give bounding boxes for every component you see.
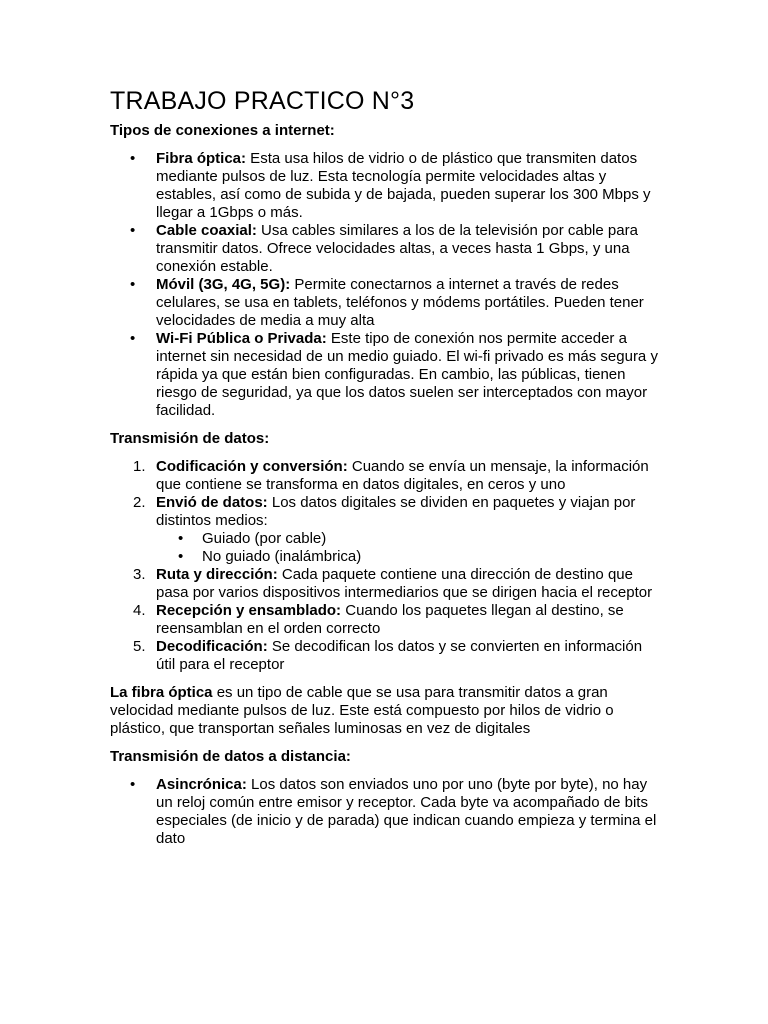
list-item-term: Envió de datos: [156, 494, 268, 511]
list-item [110, 458, 660, 494]
list-item-term: Ruta y dirección: [156, 566, 278, 583]
distance-transmission-list [110, 776, 660, 848]
list-item [110, 276, 660, 330]
list-item-text: Esta usa hilos de vidrio o de plástico que transmiten datos mediante pulsos de luz. Esta tecnología permite velocidades altas y estables, así como de subida y de bajada, pueden superar los 300 Mbps y llegar a 1Gbps o más. [156, 150, 651, 221]
transmission-media-sublist [156, 530, 660, 566]
list-item [110, 638, 660, 674]
sublist-item: • No guiado (inalámbrica) [156, 548, 660, 566]
list-item-number: 3. [133, 566, 146, 583]
list-item-number: 5. [133, 638, 146, 655]
list-item-text: Permite conectarnos a internet a través de redes celulares, se usa en tablets, teléfonos y módems portátiles. Pueden tener velocidades de media a muy alta [156, 276, 644, 329]
list-item-term: Wi-Fi Pública o Privada: [156, 330, 327, 347]
list-item-text: Cuando se envía un mensaje, la información que contiene se transforma en datos digitales, en ceros y uno [156, 458, 649, 493]
list-item-term: Móvil (3G, 4G, 5G): [156, 276, 291, 293]
list-item [110, 222, 660, 276]
list-item-number: 1. [133, 458, 146, 475]
list-item-term: Recepción y ensamblado: [156, 602, 342, 619]
list-item-text: Los datos son enviados uno por uno (byte por byte), no hay un reloj común entre emisor y receptor. Cada byte va acompañado de bits especiales (de inicio y de parada) que indican cuando empieza y termina el dato [156, 776, 657, 847]
list-item-term: Decodificación: [156, 638, 268, 655]
list-item-number: 2. [133, 494, 146, 511]
list-item [110, 330, 660, 420]
list-item [110, 602, 660, 638]
fiber-optic-paragraph [110, 684, 660, 738]
list-item [110, 566, 660, 602]
list-item-text: Cuando los paquetes llegan al destino, se reensamblan en el orden correcto [156, 602, 624, 637]
paragraph-term: La fibra óptica [110, 684, 213, 701]
sublist-item: • Guiado (por cable) [156, 530, 660, 548]
list-item-text: Usa cables similares a los de la televisión por cable para transmitir datos. Ofrece velocidades altas, a veces hasta 1 Gbps, y una conexión estable. [156, 222, 638, 275]
list-item-number: 4. [133, 602, 146, 619]
list-item [110, 776, 660, 848]
list-item-term: Cable coaxial: [156, 222, 257, 239]
list-item-term: Asincrónica: [156, 776, 247, 793]
connection-types-list [110, 150, 660, 420]
section-heading-data-transmission: Transmisión de datos: [110, 430, 270, 447]
list-item-text: Se decodifican los datos y se convierten en información útil para el receptor [156, 638, 643, 673]
list-item [110, 150, 660, 222]
paragraph-text: es un tipo de cable que se usa para transmitir datos a gran velocidad mediante pulsos de luz. Este está compuesto por hilos de vidrio o plástico, que transportan señales luminosas en vez de digitales [110, 684, 614, 737]
list-item-text: Los datos digitales se dividen en paquetes y viajan por distintos medios: [156, 494, 636, 529]
document-title: TRABAJO PRACTICO N°3 [110, 87, 415, 115]
list-item-text: Este tipo de conexión nos permite acceder a internet sin necesidad de un medio guiado. El wi-fi privado es más segura y rápida ya que están bien configuradas. En cambio, las públicas, tienen riesgo de seguridad, ya que los datos suelen ser interceptados con mayor facilidad. [156, 330, 658, 419]
list-item-term: Fibra óptica: [156, 150, 247, 167]
section-heading-distance-transmission: Transmisión de datos a distancia: [110, 748, 351, 765]
list-item-text: Cada paquete contiene una dirección de destino que pasa por varios dispositivos intermediarios que se dirigen hacia el receptor [156, 566, 653, 601]
list-item [110, 494, 660, 566]
list-item-term: Codificación y conversión: [156, 458, 348, 475]
data-transmission-list [110, 458, 660, 674]
section-heading-connection-types: Tipos de conexiones a internet: [110, 122, 335, 139]
